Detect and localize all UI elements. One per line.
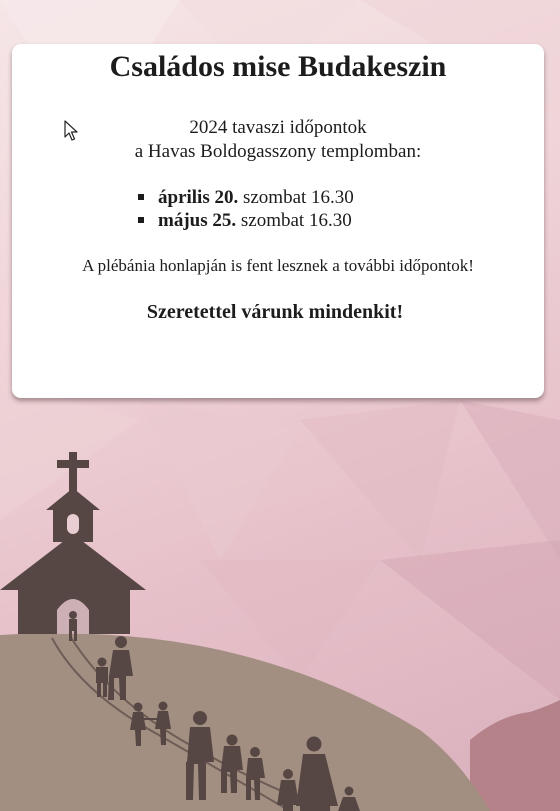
church-family-illustration	[0, 440, 560, 811]
bullet-icon	[138, 217, 144, 223]
time-label: szombat 16.30	[242, 187, 354, 208]
welcome-text: Szeretettel várunk mindenkit!	[146, 301, 404, 323]
subtitle	[12, 116, 544, 164]
list-item	[158, 209, 354, 232]
page-title: Családos mise Budakeszin	[109, 50, 447, 83]
date-label: május 25.	[158, 210, 241, 231]
bullet-icon	[138, 194, 144, 200]
note-text: A plébánia honlapján is fent lesznek a további időpontok!	[82, 256, 474, 275]
date-label: április 20.	[158, 187, 243, 208]
list-item	[158, 186, 354, 209]
time-label: szombat 16.30	[240, 210, 352, 231]
subtitle-line-2: a Havas Boldogasszony templomban:	[134, 141, 422, 162]
subtitle-line-1: 2024 tavaszi időpontok	[189, 117, 367, 138]
mouse-cursor-icon	[64, 120, 78, 142]
announcement-card	[12, 44, 544, 398]
dates-list	[158, 186, 354, 232]
